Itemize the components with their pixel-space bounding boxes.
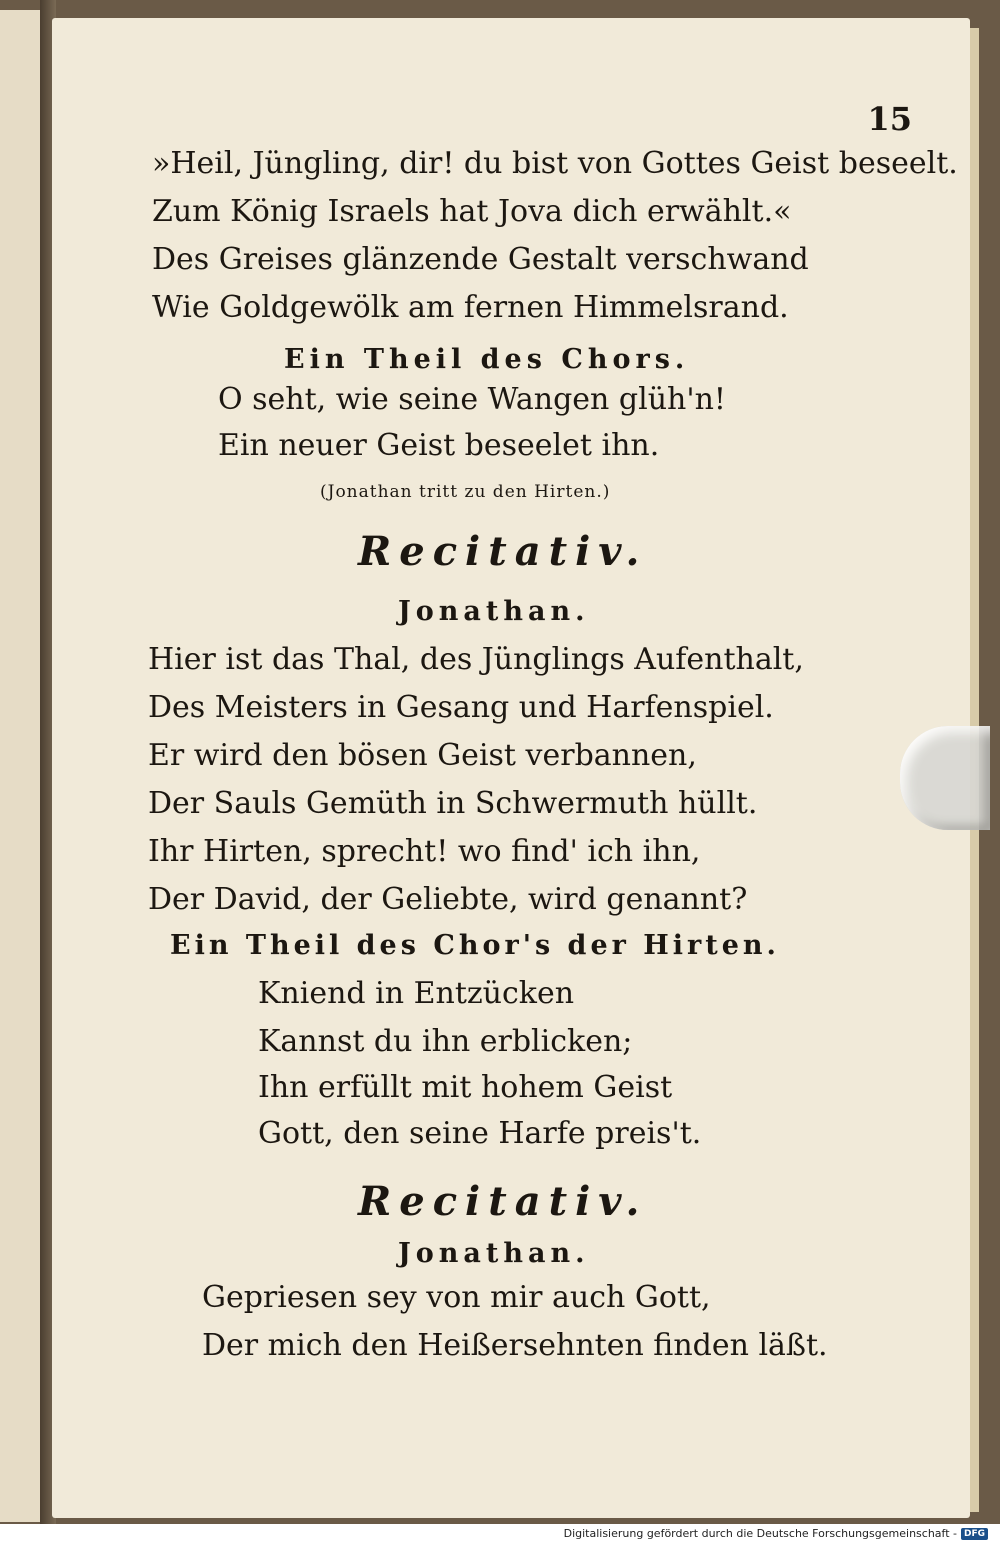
verse-line: Der David, der Geliebte, wird genannt? [148,882,748,917]
verse-line: Kannst du ihn erblicken; [258,1024,633,1059]
stage-direction: (Jonathan tritt zu den Hirten.) [320,482,611,502]
verse-line: Zum König Israels hat Jova dich erwählt.« [152,194,792,229]
verse-line: Des Greises glänzende Gestalt verschwand [152,242,809,277]
speaker-name: Jonathan. [398,1238,590,1269]
verse-line: O seht, wie seine Wangen glüh'n! [218,382,726,417]
verse-line: Ihr Hirten, sprecht! wo find' ich ihn, [148,834,701,869]
verse-line: Gott, den seine Harfe preis't. [258,1116,702,1151]
left-page-edge [0,10,42,1522]
speaker-name: Jonathan. [398,596,590,627]
verse-line: Gepriesen sey von mir auch Gott, [202,1280,711,1315]
speaker-name: Ein Theil des Chor's der Hirten. [170,930,780,961]
verse-line: Ihn erfüllt mit hohem Geist [258,1070,673,1105]
page-clip [900,726,990,830]
verse-line: Hier ist das Thal, des Jünglings Aufenthalt, [148,642,804,677]
verse-line: Der Sauls Gemüth in Schwermuth hüllt. [148,786,758,821]
verse-line: Ein neuer Geist beseelet ihn. [218,428,660,463]
section-heading: Recitativ. [358,528,648,575]
speaker-name: Ein Theil des Chors. [284,344,690,375]
digitization-credit [564,1527,988,1540]
verse-line: Wie Goldgewölk am fernen Himmelsrand. [152,290,789,325]
section-heading: Recitativ. [358,1178,648,1225]
verse-line: »Heil, Jüngling, dir! du bist von Gottes Geist beseelt. [152,146,958,181]
verse-line: Kniend in Entzücken [258,976,575,1011]
verse-line: Er wird den bösen Geist verbannen, [148,738,697,773]
verse-line: Des Meisters in Gesang und Harfenspiel. [148,690,774,725]
book-page [52,18,970,1518]
dfg-logo: DFG [961,1528,988,1540]
page-number: 15 [867,100,912,138]
verse-line: Der mich den Heißersehnten finden läßt. [202,1328,828,1363]
credit-text: Digitalisierung gefördert durch die Deutsche Forschungsgemeinschaft - [563,1527,957,1540]
